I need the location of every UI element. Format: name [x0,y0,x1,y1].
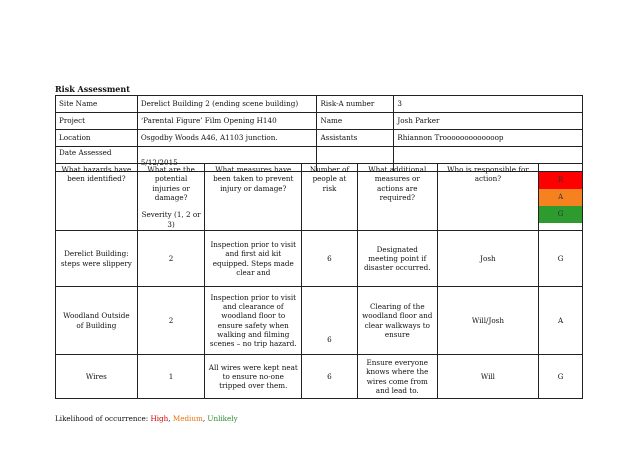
header-responsible: Who is responsible for action? [437,164,539,231]
responsible-cell: Will [437,355,539,399]
rag-green: G [539,206,582,223]
location-value: Osgodby Woods A46, A1103 junction. [137,130,317,147]
table-row [56,287,583,355]
responsible-cell: Josh [437,231,539,287]
likelihood-legend [55,414,238,423]
header-injuries-text: What are the potential injuries or damage? [147,165,195,203]
document-title: Risk Assessment [55,84,130,94]
likelihood-medium: Medium [172,414,203,423]
site-name-value: Derelict Building 2 (ending scene building) [137,96,317,113]
severity-cell: 2 [137,231,205,287]
date-value: 5/12/2015 [140,158,178,167]
likelihood-high: High [150,414,169,423]
additional-cell: Clearing of the woodland floor and clear walkways to ensure [357,287,437,355]
header-people: Number of people at risk [302,164,358,231]
header-additional: What additional measures or actions are required? [357,164,437,231]
date-label: Date Assessed [56,147,138,172]
risk-table [55,163,583,399]
people-cell: 6 [302,287,358,355]
rag-red: R [539,172,582,189]
assistants-label: Assistants [317,130,394,147]
likelihood-prefix: Likelihood of occurrence: [55,414,151,423]
people-cell: 6 [302,355,358,399]
location-label: Location [56,130,138,147]
hazard-cell: Woodland Outside of Building [56,287,138,355]
rag-amber: A [539,189,582,206]
assistants-value: Rhiannon Trooooooooooooop [394,130,583,147]
measures-cell: Inspection prior to visit and clearance of woodland floor to ensure safety when walking and filming scenes – no trip hazard. [205,287,302,355]
site-name-label: Site Name [56,96,138,113]
rating-cell: G [539,231,583,287]
additional-cell: Designated meeting point if disaster occurred. [357,231,437,287]
header-measures: What measures have been taken to prevent injury or damage? [205,164,302,231]
measures-cell: All wires were kept neat to ensure no-one tripped over them. [205,355,302,399]
additional-cell: Ensure everyone knows where the wires come from and lead to. [357,355,437,399]
name-value: Josh Parker [394,113,583,130]
likelihood-sep: , [202,414,208,423]
likelihood-sep: , [168,414,173,423]
header-injuries [137,164,205,231]
hazard-cell: Derelict Building: steps were slippery [56,231,138,287]
risk-number-value: 3 [394,96,583,113]
rating-cell: G [539,355,583,399]
hazard-cell: Wires [56,355,138,399]
info-table [55,95,583,172]
header-hazards: What hazards have been identified? [56,164,138,231]
name-label: Name [317,113,394,130]
risk-number-label: Risk-A number [317,96,394,113]
header-severity: Severity (1, 2 or 3) [141,210,201,229]
table-row [56,231,583,287]
severity-cell: 1 [137,355,205,399]
project-label: Project [56,113,138,130]
table-row [56,355,583,399]
rating-cell: A [539,287,583,355]
people-cell: 6 [302,231,358,287]
measures-cell: Inspection prior to visit and first aid kit equipped. Steps made clear and [205,231,302,287]
severity-cell: 2 [137,287,205,355]
responsible-cell: Will/Josh [437,287,539,355]
header-row [56,164,583,231]
rag-key [539,164,583,231]
project-value: ‘Parental Figure’ Film Opening H140 [137,113,317,130]
likelihood-unlikely: Unlikely [207,414,238,423]
